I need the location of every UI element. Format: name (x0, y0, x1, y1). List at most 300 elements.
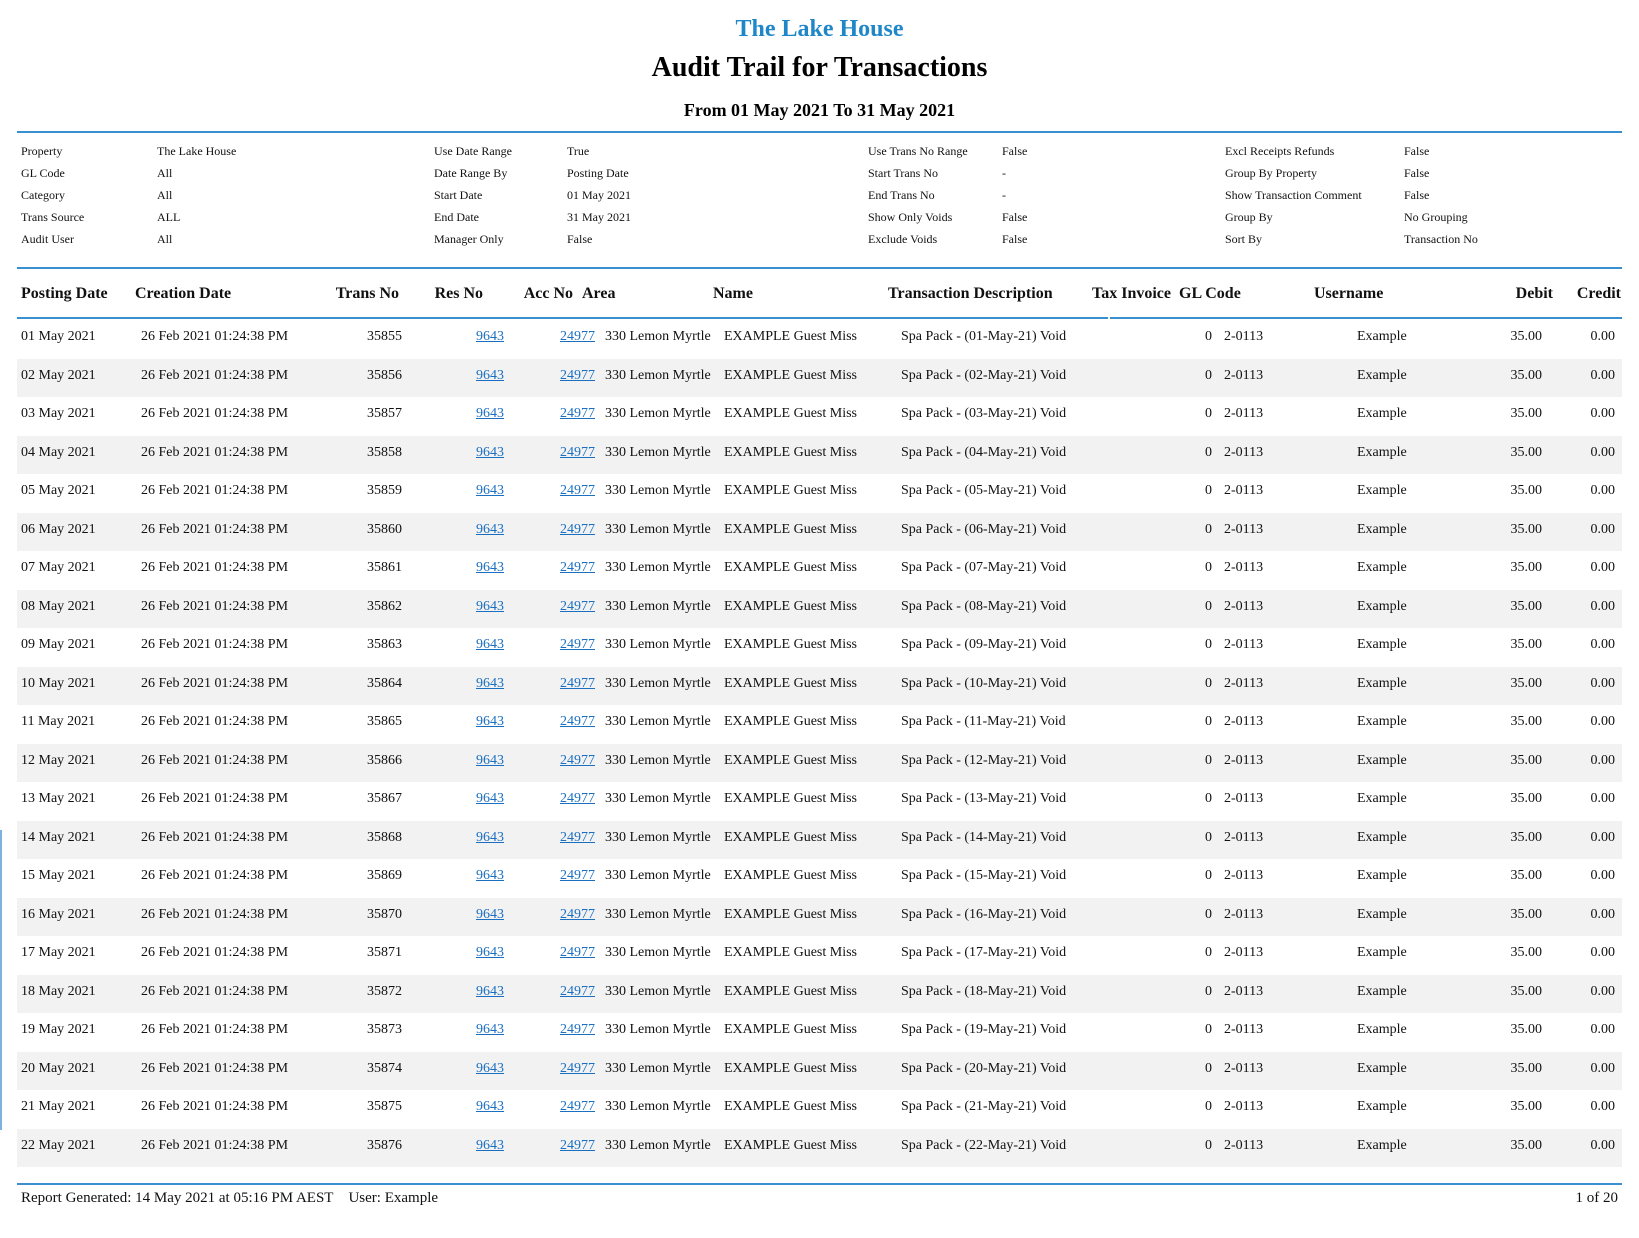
acc-no-link[interactable]: 24977 (560, 444, 595, 460)
cell-username: Example (1357, 560, 1407, 575)
cell-area: 330 Lemon Myrtle (605, 1022, 711, 1037)
cell-name: EXAMPLE Guest Miss (724, 406, 858, 421)
cell-username: Example (1357, 868, 1407, 883)
cell-description: Spa Pack - (14-May-21) Void (901, 829, 1067, 845)
cell-trans-no: 35860 (367, 521, 402, 537)
cell-tax-invoice: 0 (1205, 598, 1212, 614)
column-header-tax-invoice[interactable]: Tax Invoice (1092, 285, 1171, 302)
cell-posting-date: 19 May 2021 (21, 1022, 96, 1037)
table-row (17, 1090, 1622, 1129)
parameter-row (1225, 228, 1478, 250)
cell-area: 330 Lemon Myrtle (605, 829, 711, 845)
cell-name: EXAMPLE Guest Miss (724, 444, 858, 460)
parameter-row (434, 206, 631, 228)
cell-trans-no: 35867 (367, 791, 402, 806)
cell-gl-code: 2-0113 (1224, 367, 1264, 383)
cell-gl-code: 2-0113 (1224, 483, 1264, 498)
cell-creation-date: 26 Feb 2021 01:24:38 PM (141, 521, 289, 537)
parameter-value: - (1002, 166, 1006, 180)
cell-credit: 0.00 (1590, 714, 1615, 729)
cell-name: EXAMPLE Guest Miss (724, 1060, 858, 1076)
cell-name: EXAMPLE Guest Miss (724, 329, 858, 344)
cell-creation-date: 26 Feb 2021 01:24:38 PM (141, 945, 289, 960)
cell-trans-no: 35870 (367, 906, 402, 922)
cell-gl-code: 2-0113 (1224, 444, 1264, 460)
cell-name: EXAMPLE Guest Miss (724, 560, 858, 575)
cell-username: Example (1357, 1137, 1407, 1153)
acc-no-link[interactable]: 24977 (560, 945, 595, 960)
cell-username: Example (1357, 444, 1407, 460)
table-row (17, 859, 1622, 898)
cell-credit: 0.00 (1590, 406, 1615, 421)
cell-posting-date: 04 May 2021 (21, 444, 96, 460)
cell-area: 330 Lemon Myrtle (605, 906, 711, 922)
res-no-link[interactable]: 9643 (476, 521, 504, 537)
parameter-row (868, 140, 1028, 162)
cell-gl-code: 2-0113 (1224, 1022, 1264, 1037)
parameter-column (868, 140, 1028, 250)
res-no-link[interactable]: 9643 (476, 868, 504, 883)
cell-tax-invoice: 0 (1205, 983, 1212, 999)
res-no-link[interactable]: 9643 (476, 945, 504, 960)
report-footer (17, 1188, 1622, 1212)
cell-debit: 35.00 (1510, 598, 1542, 614)
cell-area: 330 Lemon Myrtle (605, 406, 711, 421)
res-no-link[interactable]: 9643 (476, 906, 504, 922)
cell-name: EXAMPLE Guest Miss (724, 637, 858, 652)
acc-no-link[interactable]: 24977 (560, 637, 595, 652)
cell-username: Example (1357, 406, 1407, 421)
cell-gl-code: 2-0113 (1224, 1099, 1264, 1114)
column-header-credit[interactable]: Credit (1576, 285, 1621, 302)
table-row (17, 821, 1622, 860)
cell-trans-no: 35871 (367, 945, 402, 960)
res-no-link[interactable]: 9643 (476, 829, 504, 845)
cell-debit: 35.00 (1510, 637, 1542, 652)
cell-credit: 0.00 (1590, 598, 1615, 614)
header-underline-right (1110, 317, 1622, 319)
parameter-value: Posting Date (567, 166, 629, 180)
cell-creation-date: 26 Feb 2021 01:24:38 PM (141, 1099, 289, 1114)
cell-area: 330 Lemon Myrtle (605, 637, 711, 652)
cell-username: Example (1357, 483, 1407, 498)
acc-no-link[interactable]: 24977 (560, 714, 595, 729)
cell-name: EXAMPLE Guest Miss (724, 598, 858, 614)
cell-description: Spa Pack - (21-May-21) Void (901, 1099, 1067, 1114)
table-row (17, 705, 1622, 744)
cell-area: 330 Lemon Myrtle (605, 868, 711, 883)
cell-area: 330 Lemon Myrtle (605, 560, 711, 575)
cell-name: EXAMPLE Guest Miss (724, 752, 858, 768)
table-row (17, 628, 1622, 667)
cell-posting-date: 05 May 2021 (21, 483, 96, 498)
res-no-link[interactable]: 9643 (476, 791, 504, 806)
cell-posting-date: 17 May 2021 (21, 945, 96, 960)
cell-trans-no: 35872 (367, 983, 402, 999)
parameter-row (868, 228, 1028, 250)
cell-tax-invoice: 0 (1205, 483, 1212, 498)
header-divider (17, 131, 1622, 133)
cell-debit: 35.00 (1510, 945, 1542, 960)
acc-no-link[interactable]: 24977 (560, 675, 595, 691)
cell-description: Spa Pack - (01-May-21) Void (901, 329, 1067, 344)
parameter-row (1225, 140, 1430, 162)
cell-description: Spa Pack - (02-May-21) Void (901, 367, 1067, 383)
parameter-label: GL Code (21, 166, 65, 180)
cell-trans-no: 35858 (367, 444, 402, 460)
parameter-value: False (1002, 232, 1028, 246)
table-row (17, 1052, 1622, 1091)
parameter-row (21, 184, 173, 206)
parameter-label: Use Trans No Range (868, 144, 968, 158)
cell-debit: 35.00 (1510, 906, 1542, 922)
cell-tax-invoice: 0 (1205, 521, 1212, 537)
cell-tax-invoice: 0 (1205, 367, 1212, 383)
cell-tax-invoice: 0 (1205, 868, 1212, 883)
cell-posting-date: 10 May 2021 (21, 675, 96, 691)
acc-no-link[interactable]: 24977 (560, 983, 595, 999)
cell-credit: 0.00 (1590, 752, 1615, 768)
cell-credit: 0.00 (1590, 637, 1615, 652)
cell-description: Spa Pack - (06-May-21) Void (901, 521, 1067, 537)
acc-no-link[interactable]: 24977 (560, 560, 595, 575)
cell-description: Spa Pack - (17-May-21) Void (901, 945, 1067, 960)
cell-area: 330 Lemon Myrtle (605, 521, 711, 537)
parameter-label: Use Date Range (434, 144, 512, 158)
cell-area: 330 Lemon Myrtle (605, 1060, 711, 1076)
cell-description: Spa Pack - (04-May-21) Void (901, 444, 1067, 460)
parameter-row (434, 140, 590, 162)
res-no-link[interactable]: 9643 (476, 1022, 504, 1037)
cell-username: Example (1357, 598, 1407, 614)
cell-gl-code: 2-0113 (1224, 1060, 1264, 1076)
table-row (17, 436, 1622, 475)
cell-gl-code: 2-0113 (1224, 1137, 1264, 1153)
cell-creation-date: 26 Feb 2021 01:24:38 PM (141, 483, 289, 498)
cell-area: 330 Lemon Myrtle (605, 329, 711, 344)
parameters-divider (17, 267, 1622, 269)
cell-creation-date: 26 Feb 2021 01:24:38 PM (141, 752, 289, 768)
cell-posting-date: 16 May 2021 (21, 906, 96, 922)
cell-trans-no: 35864 (367, 675, 402, 691)
res-no-link[interactable]: 9643 (476, 752, 504, 768)
cell-area: 330 Lemon Myrtle (605, 791, 711, 806)
cell-credit: 0.00 (1590, 829, 1615, 845)
cell-trans-no: 35863 (367, 637, 402, 652)
res-no-link[interactable]: 9643 (476, 983, 504, 999)
cell-area: 330 Lemon Myrtle (605, 945, 711, 960)
cell-gl-code: 2-0113 (1224, 560, 1264, 575)
cell-debit: 35.00 (1510, 1137, 1542, 1153)
cell-gl-code: 2-0113 (1224, 329, 1264, 344)
parameter-row (1225, 162, 1430, 184)
parameter-label: Trans Source (21, 210, 85, 224)
cell-name: EXAMPLE Guest Miss (724, 714, 858, 729)
parameter-label: Sort By (1225, 232, 1263, 246)
cell-posting-date: 12 May 2021 (21, 752, 96, 768)
parameter-column (434, 140, 631, 250)
page-indicator: 1 of 20 (1575, 1190, 1618, 1206)
res-no-link[interactable]: 9643 (476, 1137, 504, 1153)
parameter-label: Start Date (434, 188, 483, 202)
cell-trans-no: 35862 (367, 598, 402, 614)
parameter-label: Start Trans No (868, 166, 939, 180)
cell-posting-date: 01 May 2021 (21, 329, 96, 344)
parameter-label: Property (21, 144, 63, 158)
cell-posting-date: 02 May 2021 (21, 367, 96, 383)
cell-posting-date: 21 May 2021 (21, 1099, 96, 1114)
cell-tax-invoice: 0 (1205, 1099, 1212, 1114)
cell-creation-date: 26 Feb 2021 01:24:38 PM (141, 791, 289, 806)
cell-creation-date: 26 Feb 2021 01:24:38 PM (141, 714, 289, 729)
report-user-text: User: Example (348, 1190, 439, 1206)
cell-creation-date: 26 Feb 2021 01:24:38 PM (141, 444, 289, 460)
res-no-link[interactable]: 9643 (476, 637, 504, 652)
cell-creation-date: 26 Feb 2021 01:24:38 PM (141, 598, 289, 614)
parameter-label: Group By Property (1225, 166, 1317, 180)
acc-no-link[interactable]: 24977 (560, 1022, 595, 1037)
res-no-link[interactable]: 9643 (476, 560, 504, 575)
cell-description: Spa Pack - (16-May-21) Void (901, 906, 1067, 922)
res-no-link[interactable]: 9643 (476, 714, 504, 729)
cell-username: Example (1357, 829, 1407, 845)
cell-debit: 35.00 (1510, 406, 1542, 421)
cell-creation-date: 26 Feb 2021 01:24:38 PM (141, 1137, 289, 1153)
cell-description: Spa Pack - (15-May-21) Void (901, 868, 1067, 883)
cell-credit: 0.00 (1590, 329, 1615, 344)
cell-tax-invoice: 0 (1205, 1060, 1212, 1076)
cell-username: Example (1357, 367, 1407, 383)
acc-no-link[interactable]: 24977 (560, 868, 595, 883)
cell-credit: 0.00 (1590, 1137, 1615, 1153)
cell-credit: 0.00 (1590, 521, 1615, 537)
cell-trans-no: 35866 (367, 752, 402, 768)
table-row (17, 320, 1622, 359)
cell-description: Spa Pack - (12-May-21) Void (901, 752, 1067, 768)
column-header-creation-date[interactable]: Creation Date (135, 285, 232, 302)
res-no-link[interactable]: 9643 (476, 406, 504, 421)
cell-creation-date: 26 Feb 2021 01:24:38 PM (141, 1022, 289, 1037)
parameter-value: All (157, 188, 173, 202)
cell-username: Example (1357, 1060, 1407, 1076)
parameter-row (21, 162, 173, 184)
header-underline-left (17, 317, 1108, 319)
parameter-label: Date Range By (434, 166, 508, 180)
res-no-link[interactable]: 9643 (476, 444, 504, 460)
cell-credit: 0.00 (1590, 906, 1615, 922)
cell-tax-invoice: 0 (1205, 945, 1212, 960)
cell-name: EXAMPLE Guest Miss (724, 945, 858, 960)
cell-debit: 35.00 (1510, 829, 1542, 845)
cell-tax-invoice: 0 (1205, 1022, 1212, 1037)
cell-area: 330 Lemon Myrtle (605, 714, 711, 729)
cell-tax-invoice: 0 (1205, 906, 1212, 922)
res-no-link[interactable]: 9643 (476, 1060, 504, 1076)
cell-username: Example (1357, 637, 1407, 652)
parameter-value: All (157, 166, 173, 180)
cell-gl-code: 2-0113 (1224, 945, 1264, 960)
transactions-table-body (17, 320, 1622, 1167)
acc-no-link[interactable]: 24977 (560, 1060, 595, 1076)
res-no-link[interactable]: 9643 (476, 1099, 504, 1114)
res-no-link[interactable]: 9643 (476, 483, 504, 498)
parameter-row (868, 162, 1006, 184)
cell-username: Example (1357, 714, 1407, 729)
parameter-label: End Trans No (868, 188, 935, 202)
parameter-label: Category (21, 188, 65, 202)
cell-username: Example (1357, 983, 1407, 999)
cell-credit: 0.00 (1590, 1099, 1615, 1114)
cell-posting-date: 13 May 2021 (21, 791, 96, 806)
column-header-res-no[interactable]: Res No (434, 285, 483, 302)
cell-gl-code: 2-0113 (1224, 675, 1264, 691)
acc-no-link[interactable]: 24977 (560, 791, 595, 806)
cell-tax-invoice: 0 (1205, 675, 1212, 691)
cell-trans-no: 35861 (367, 560, 402, 575)
cell-tax-invoice: 0 (1205, 560, 1212, 575)
parameter-label: Group By (1225, 210, 1273, 224)
table-row (17, 1129, 1622, 1168)
column-header-description[interactable]: Transaction Description (888, 285, 1053, 302)
cell-credit: 0.00 (1590, 675, 1615, 691)
cell-tax-invoice: 0 (1205, 329, 1212, 344)
cell-creation-date: 26 Feb 2021 01:24:38 PM (141, 675, 289, 691)
cell-trans-no: 35873 (367, 1022, 402, 1037)
cell-name: EXAMPLE Guest Miss (724, 868, 858, 883)
acc-no-link[interactable]: 24977 (560, 406, 595, 421)
acc-no-link[interactable]: 24977 (560, 829, 595, 845)
column-header-name[interactable]: Name (713, 285, 753, 302)
cell-description: Spa Pack - (03-May-21) Void (901, 406, 1067, 421)
parameter-label: Manager Only (434, 232, 504, 246)
cell-credit: 0.00 (1590, 868, 1615, 883)
cell-tax-invoice: 0 (1205, 1137, 1212, 1153)
res-no-link[interactable]: 9643 (476, 329, 504, 344)
cell-area: 330 Lemon Myrtle (605, 1099, 711, 1114)
cell-tax-invoice: 0 (1205, 406, 1212, 421)
cell-debit: 35.00 (1510, 1099, 1542, 1114)
cell-area: 330 Lemon Myrtle (605, 983, 711, 999)
column-header-username[interactable]: Username (1314, 285, 1384, 302)
cell-username: Example (1357, 752, 1407, 768)
cell-tax-invoice: 0 (1205, 752, 1212, 768)
parameter-value: Transaction No (1404, 232, 1478, 246)
acc-no-link[interactable]: 24977 (560, 598, 595, 614)
parameter-label: Exclude Voids (868, 232, 938, 246)
cell-gl-code: 2-0113 (1224, 906, 1264, 922)
parameter-value: ALL (157, 210, 181, 224)
res-no-link[interactable]: 9643 (476, 367, 504, 383)
cell-posting-date: 11 May 2021 (21, 714, 96, 729)
cell-username: Example (1357, 1099, 1407, 1114)
cell-name: EXAMPLE Guest Miss (724, 1099, 858, 1114)
column-header-trans-no[interactable]: Trans No (335, 285, 399, 302)
acc-no-link[interactable]: 24977 (560, 1137, 595, 1153)
report-date-range: From 01 May 2021 To 31 May 2021 (683, 100, 956, 120)
cell-description: Spa Pack - (18-May-21) Void (901, 983, 1067, 999)
res-no-link[interactable]: 9643 (476, 598, 504, 614)
table-header (17, 270, 1622, 318)
table-row (17, 1013, 1622, 1052)
cell-debit: 35.00 (1510, 1060, 1542, 1076)
column-header-acc-no[interactable]: Acc No (523, 285, 573, 302)
cell-tax-invoice: 0 (1205, 637, 1212, 652)
parameter-row (21, 206, 181, 228)
parameter-row (868, 206, 1028, 228)
parameter-label: End Date (434, 210, 479, 224)
parameter-column (21, 140, 237, 250)
table-row (17, 474, 1622, 513)
cell-creation-date: 26 Feb 2021 01:24:38 PM (141, 406, 289, 421)
cell-debit: 35.00 (1510, 329, 1542, 344)
table-row (17, 359, 1622, 398)
column-header-gl-code[interactable]: GL Code (1179, 285, 1241, 302)
cell-credit: 0.00 (1590, 444, 1615, 460)
acc-no-link[interactable]: 24977 (560, 752, 595, 768)
acc-no-link[interactable]: 24977 (560, 483, 595, 498)
column-header-debit[interactable]: Debit (1515, 285, 1553, 302)
acc-no-link[interactable]: 24977 (560, 906, 595, 922)
acc-no-link[interactable]: 24977 (560, 329, 595, 344)
footer-generated-info (21, 1190, 438, 1207)
acc-no-link[interactable]: 24977 (560, 1099, 595, 1114)
cell-debit: 35.00 (1510, 868, 1542, 883)
cell-username: Example (1357, 521, 1407, 537)
table-row (17, 590, 1622, 629)
cell-name: EXAMPLE Guest Miss (724, 675, 858, 691)
cell-creation-date: 26 Feb 2021 01:24:38 PM (141, 560, 289, 575)
parameter-row (21, 140, 237, 162)
parameter-value: False (567, 232, 593, 246)
cell-gl-code: 2-0113 (1224, 714, 1264, 729)
res-no-link[interactable]: 9643 (476, 675, 504, 691)
cell-debit: 35.00 (1510, 483, 1542, 498)
table-row (17, 936, 1622, 975)
cell-credit: 0.00 (1590, 983, 1615, 999)
cell-posting-date: 09 May 2021 (21, 637, 96, 652)
cell-debit: 35.00 (1510, 983, 1542, 999)
scroll-edge-indicator (0, 830, 2, 1130)
cell-tax-invoice: 0 (1205, 791, 1212, 806)
cell-name: EXAMPLE Guest Miss (724, 1022, 858, 1037)
cell-name: EXAMPLE Guest Miss (724, 521, 858, 537)
cell-gl-code: 2-0113 (1224, 637, 1264, 652)
cell-posting-date: 08 May 2021 (21, 598, 96, 614)
cell-posting-date: 15 May 2021 (21, 868, 96, 883)
cell-gl-code: 2-0113 (1224, 598, 1264, 614)
cell-creation-date: 26 Feb 2021 01:24:38 PM (141, 329, 289, 344)
parameter-label: Show Transaction Comment (1225, 188, 1362, 202)
cell-debit: 35.00 (1510, 675, 1542, 691)
acc-no-link[interactable]: 24977 (560, 521, 595, 537)
cell-debit: 35.00 (1510, 791, 1542, 806)
cell-name: EXAMPLE Guest Miss (724, 1137, 858, 1153)
parameter-row (434, 228, 593, 250)
column-header-posting-date[interactable]: Posting Date (21, 285, 108, 302)
acc-no-link[interactable]: 24977 (560, 367, 595, 383)
cell-debit: 35.00 (1510, 560, 1542, 575)
parameter-value: False (1002, 144, 1028, 158)
cell-gl-code: 2-0113 (1224, 868, 1264, 883)
cell-gl-code: 2-0113 (1224, 791, 1264, 806)
cell-area: 330 Lemon Myrtle (605, 598, 711, 614)
cell-creation-date: 26 Feb 2021 01:24:38 PM (141, 367, 289, 383)
parameter-value: All (157, 232, 173, 246)
parameter-row (1225, 206, 1468, 228)
parameter-label: Show Only Voids (868, 210, 953, 224)
column-header-area[interactable]: Area (582, 285, 616, 302)
cell-tax-invoice: 0 (1205, 444, 1212, 460)
